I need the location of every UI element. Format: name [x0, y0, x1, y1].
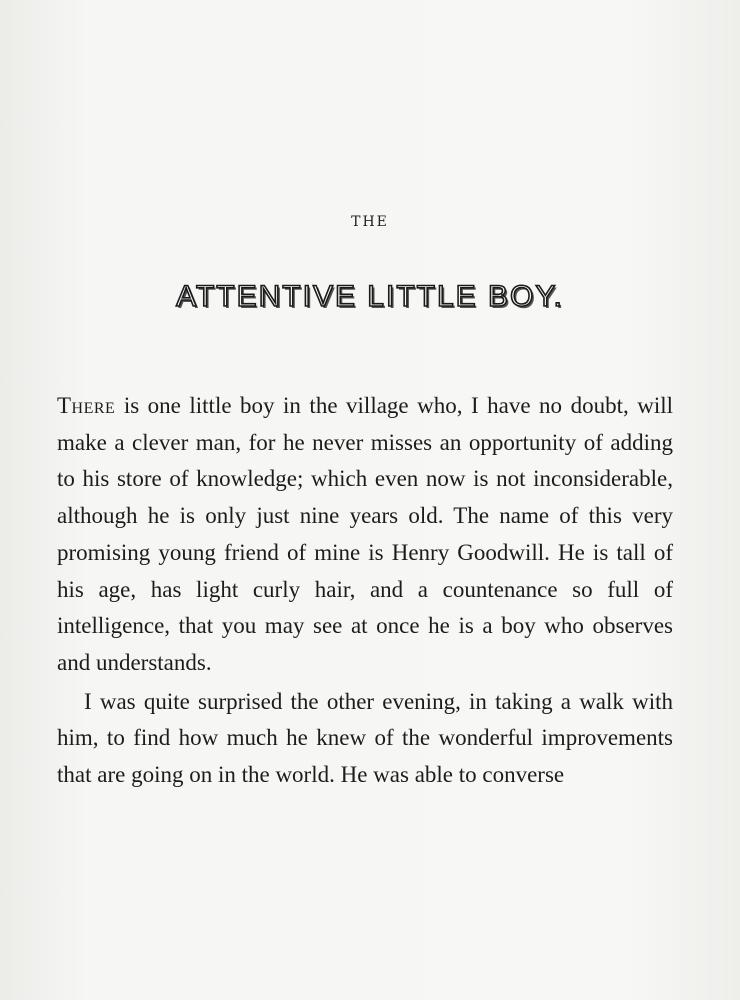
- body-text: [57, 388, 673, 794]
- pre-title: THE: [351, 214, 389, 230]
- paragraph-2: I was quite surprised the other evening, in taking a walk with him, to find how much he knew of the wonderful improvements that are going on in the world. He was able to converse: [57, 688, 673, 788]
- paragraph-lead-word: There: [57, 393, 116, 418]
- chapter-title: ATTENTIVE LITTLE BOY.: [176, 280, 564, 313]
- paragraph-1: [57, 388, 673, 682]
- paragraph-1-text: is one little boy in the village who, I have no doubt, will make a clever man, for he never misses an opportunity of adding to his store of knowledge; which even now is not inconsiderable, although he is only just nine years old. The name of this very promising young friend of mine is Henry Goodwill. He is tall of his age, has light curly hair, and a countenance so full of intelligence, that you may see at once he is a boy who observes and understands.: [57, 393, 673, 675]
